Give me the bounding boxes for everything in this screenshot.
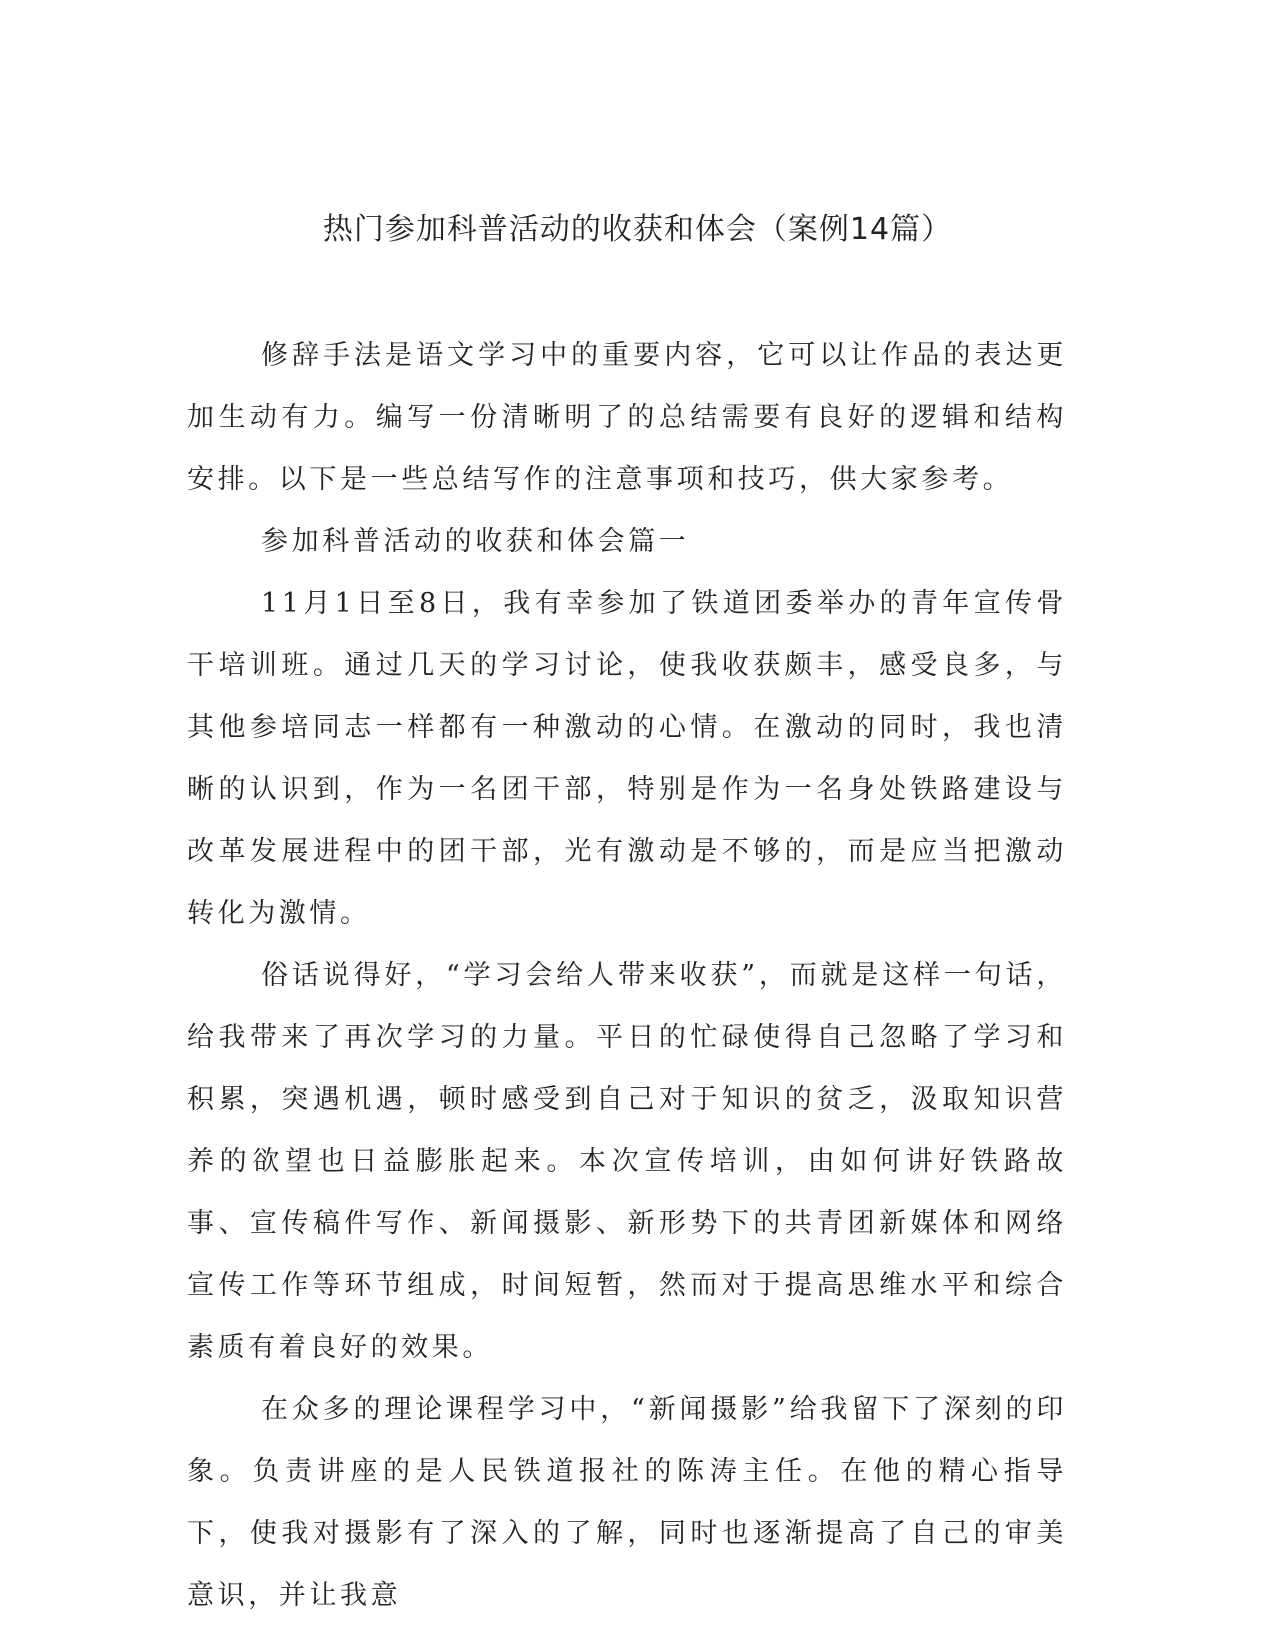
intro-paragraph: 修辞手法是语文学习中的重要内容，它可以让作品的表达更加生动有力。编写一份清晰明了的总结需要有良好的逻辑和结构安排。以下是一些总结写作的注意事项和技巧，供大家参考。: [187, 340, 1067, 495]
section-heading: 参加科普活动的收获和体会篇一: [261, 526, 690, 557]
document-title: 热门参加科普活动的收获和体会（案例14篇）: [322, 212, 953, 247]
document-body: [187, 325, 1067, 1627]
body-paragraph: 在众多的理论课程学习中，“新闻摄影”给我留下了深刻的印象。负责讲座的是人民铁道报社的陈涛主任。在他的精心指导下，使我对摄影有了深入的了解，同时也逐渐提高了自己的审美意识，并让我意: [187, 1394, 1067, 1611]
body-paragraph: 俗话说得好，“学习会给人带来收获”，而就是这样一句话，给我带来了再次学习的力量。平日的忙碌使得自己忽略了学习和积累，突遇机遇，顿时感受到自己对于知识的贫乏，汲取知识营养的欲望也日益膨胀起来。本次宣传培训，由如何讲好铁路故事、宣传稿件写作、新闻摄影、新形势下的共青团新媒体和网络宣传工作等环节组成，时间短暂，然而对于提高思维水平和综合素质有着良好的效果。: [187, 960, 1067, 1363]
body-paragraph: 11月1日至8日，我有幸参加了铁道团委举办的青年宣传骨干培训班。通过几天的学习讨论，使我收获颇丰，感受良多，与其他参培同志一样都有一种激动的心情。在激动的同时，我也清晰的认识到，作为一名团干部，特别是作为一名身处铁路建设与改革发展进程中的团干部，光有激动是不够的，而是应当把激动转化为激情。: [187, 588, 1067, 929]
